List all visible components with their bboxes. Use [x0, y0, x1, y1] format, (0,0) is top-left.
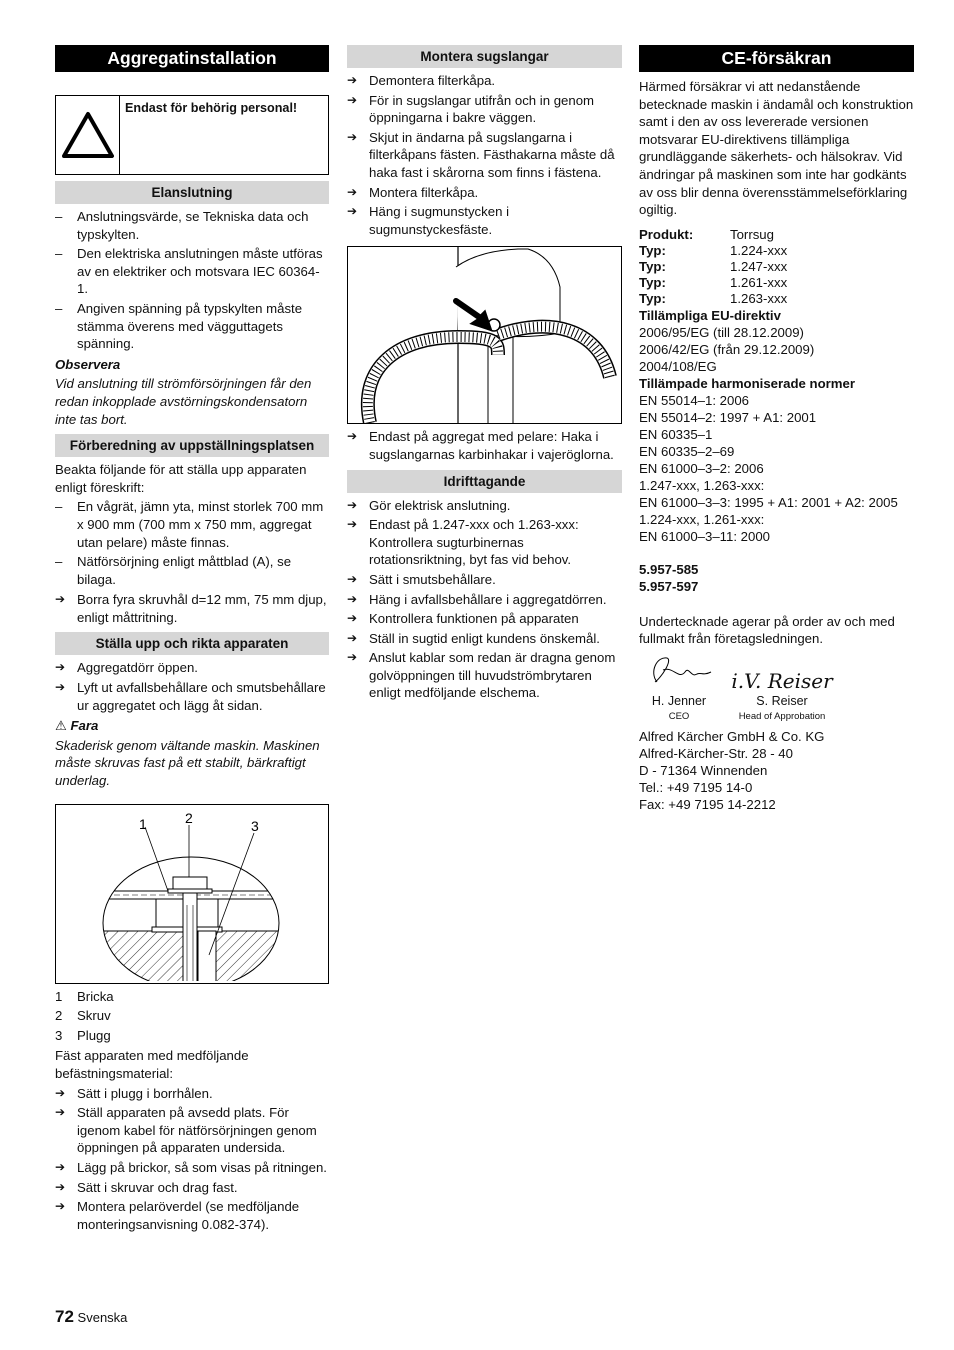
arrow-icon: ➔ [347, 571, 358, 586]
list-item: – Anslutningsvärde, se Tekniska data och typskylten. [55, 209, 309, 242]
arrow-icon: ➔ [55, 1105, 66, 1120]
arrow-icon: ➔ [347, 611, 358, 626]
arrow-icon: ➔ [347, 129, 358, 144]
row-key: Typ: [639, 242, 666, 258]
step-item: ➔ Skjut in ändarna på sugslangarna i filterkåpans fästen. Fästhakarna måste då haka fast i skårorna som finns i fästena. [347, 129, 615, 180]
arrow-icon: ➔ [55, 1159, 66, 1174]
fasten-steps [55, 1085, 329, 1234]
arrow-icon: ➔ [347, 650, 358, 665]
note-label: Observera [55, 356, 121, 372]
signature-reiser-script: i.V. Reiser [731, 669, 833, 694]
address-block [639, 728, 914, 813]
note-text: Vid anslutning till strömförsörjningen får den redan inkopplade avstörningskondensatorn inte tas bort. [55, 376, 312, 427]
column-right [639, 45, 914, 813]
row-value: 1.247-xxx [730, 258, 788, 274]
page-number: 72 [55, 1307, 74, 1326]
step-item: ➔ Kontrollera funktionen på apparaten [347, 611, 579, 627]
step-item: ➔ Borra fyra skruvhål d=12 mm, 75 mm djup, enligt måttritning. [55, 592, 327, 625]
arrow-icon: ➔ [347, 184, 358, 199]
pillar-step [347, 428, 622, 463]
row-value: 1.263-xxx [730, 290, 788, 306]
norm-title: Tillämpade harmoniserade normer [639, 375, 855, 391]
step-item: ➔ Sätt i plugg i borrhålen. [55, 1085, 213, 1101]
norm-line: EN 55014–2: 1997 + A1: 2001 [639, 409, 817, 425]
row-value: 1.261-xxx [730, 274, 788, 290]
row-key: Produkt: [639, 226, 694, 242]
step-item: ➔ Demontera filterkåpa. [347, 73, 496, 88]
norm-line: EN 60335–1 [639, 426, 713, 442]
figure-legend [55, 988, 329, 1045]
signatures [639, 662, 914, 722]
danger-triangle-icon: ⚠ [55, 718, 67, 734]
bolt-figure [55, 804, 329, 984]
row-key: Typ: [639, 258, 666, 274]
arrow-icon: ➔ [55, 660, 66, 675]
step-item: ➔ Sätt i skruvar och drag fast. [55, 1179, 238, 1195]
hose-figure [347, 246, 622, 424]
step-item: ➔ Montera filterkåpa. [347, 184, 479, 200]
norm-line: EN 61000–3–3: 1995 + A1: 2001 + A2: 2005 [639, 494, 898, 510]
commissioning-steps [347, 497, 622, 703]
subheading-preparation: Förberedning av uppställningsplatsen [55, 434, 329, 457]
arrow-icon: ➔ [347, 630, 358, 645]
norm-line: EN 60335–2–69 [639, 443, 735, 459]
elan-list [55, 208, 329, 353]
danger-label: ⚠ Fara [55, 718, 99, 734]
norm-line: 1.224-xxx, 1.261-xxx: [639, 511, 765, 527]
eu-directives [639, 307, 914, 545]
step-item: ➔ Endast på 1.247-xxx och 1.263-xxx: Kontrollera sugturbinernas rotationsriktning, byt fas vid behov. [347, 517, 579, 568]
arrow-icon: ➔ [55, 592, 66, 607]
bolt-drawing [56, 805, 328, 981]
step-item: ➔ Aggregatdörr öppen. [55, 660, 198, 676]
step-item: ➔ Häng i avfallsbehållare i aggregatdörren. [347, 591, 607, 607]
hose-steps [347, 72, 622, 238]
norm-line: EN 61000–3–2: 2006 [639, 460, 764, 476]
step-item: ➔ För in sugslangar utifrån och in genom öppningarna i bakre väggen. [347, 92, 595, 126]
arrow-icon: ➔ [347, 204, 358, 219]
legend-item: 3 Plugg [55, 1027, 111, 1043]
norm-line: EN 61000–3–11: 2000 [639, 528, 771, 544]
row-key: Typ: [639, 290, 666, 306]
eu-line: 2006/95/EG (till 28.12.2009) [639, 324, 804, 340]
eu-line: 2006/42/EG (från 29.12.2009) [639, 341, 815, 357]
section-title-ce: CE-försäkran [639, 45, 914, 72]
code-line: 5.957-597 [639, 578, 699, 594]
warning-triangle-icon [56, 96, 120, 174]
codes [639, 561, 914, 595]
list-item: – En vågrät, jämn yta, minst storlek 700 mm x 900 mm (700 mm x 750 mm, aggregat utan pelare) måste finnas. [55, 499, 324, 550]
step-item: ➔ Anslut kablar som redan är dragna genom golvöppningen till huvudströmbrytaren enligt medföljande elschema. [347, 650, 616, 701]
warning-text: Endast för behörig personal! [125, 101, 298, 115]
step-item: ➔ Montera pelaröverdel (se medföljande monteringsanvisning 0.082-374). [55, 1199, 300, 1232]
setup-steps [55, 659, 329, 714]
fasten-intro: Fäst apparaten med medföljande befästningsmaterial: [55, 1048, 249, 1081]
subheading-elanslutning: Elanslutning [55, 181, 329, 204]
column-left [55, 45, 329, 1236]
arrow-icon: ➔ [347, 517, 358, 532]
address-line: Alfred Kärcher GmbH & Co. KG [639, 728, 825, 744]
step-item: ➔ Gör elektrisk anslutning. [347, 497, 511, 513]
row-key: Typ: [639, 274, 666, 290]
code-line: 5.957-585 [639, 561, 699, 577]
signature-jenner-drawing [643, 652, 715, 688]
page-footer [55, 1308, 127, 1327]
footer-language: Svenska [77, 1310, 128, 1325]
arrow-icon: ➔ [347, 591, 358, 606]
signed-text: Undertecknade agerar på order av och med fullmakt från företagsledningen. [639, 613, 895, 647]
address-line: D - 71364 Winnenden [639, 762, 768, 778]
norm-line: EN 55014–1: 2006 [639, 392, 749, 408]
step-item: ➔ Ställ in sugtid enligt kundens önskemål. [347, 630, 600, 646]
warning-box [55, 95, 329, 175]
address-line: Alfred-Kärcher-Str. 28 - 40 [639, 745, 793, 761]
ce-intro: Härmed försäkrar vi att nedanstående betecknade maskin i ändamål och konstruktion samt i den av oss levererade versionen motsvarar EU-direktivens tillämpliga grundläggande säkerhets- och hälsokrav. Vid ändringar på maskinen som inte har godkänts av oss blir denna överensstämmelseförklaring ogiltig. [639, 79, 914, 218]
signature-reiser: i.V. Reiser S. Reiser Head of Approbation [727, 669, 837, 722]
arrow-icon: ➔ [55, 1199, 66, 1214]
step-item: ➔ Häng i sugmunstycken i sugmunstyckesfäste. [347, 204, 510, 237]
step-item: ➔ Lägg på brickor, så som visas på ritningen. [55, 1159, 327, 1175]
subheading-commissioning: Idrifttagande [347, 470, 622, 493]
eu-line: 2004/108/EG [639, 358, 717, 374]
fig-label-1: 1 [139, 815, 147, 832]
arrow-icon: ➔ [347, 92, 358, 107]
arrow-icon: ➔ [55, 1179, 66, 1194]
prep-list [55, 498, 329, 588]
list-item: – Nätförsörjning enligt måttblad (A), se bilaga. [55, 554, 292, 587]
step-item: ➔ Ställ apparaten på avsedd plats. För igenom kabel för nätförsörjningen genom öppningen på apparaten undersida. [55, 1105, 317, 1156]
arrow-icon: ➔ [55, 680, 66, 695]
step-item: ➔ Endast på aggregat med pelare: Haka i sugslangarnas karbinhakar i vajeröglorna. [347, 429, 614, 462]
hose-drawing [348, 247, 617, 423]
eu-title: Tillämpliga EU-direktiv [639, 307, 781, 323]
fig-label-2: 2 [185, 809, 193, 826]
list-item: – Den elektriska anslutningen måste utföras av en elektriker och motsvara IEC 60364-1. [55, 246, 323, 297]
address-line: Fax: +49 7195 14-2212 [639, 796, 776, 812]
column-middle [347, 45, 622, 705]
arrow-icon: ➔ [347, 497, 358, 512]
subheading-setup: Ställa upp och rikta apparaten [55, 632, 329, 655]
legend-item: 1 Bricka [55, 988, 114, 1004]
fig-label-3: 3 [251, 817, 259, 834]
prep-steps [55, 591, 329, 626]
list-item: – Angiven spänning på typskylten måste stämma överens med vägguttagets spänning. [55, 300, 303, 352]
danger-text: Skaderisk genom vältande maskin. Maskinen måste skruvas fast på ett stabilt, bärkraftigt underlag. [55, 737, 320, 789]
norm-line: 1.247-xxx, 1.263-xxx: [639, 477, 765, 493]
row-value: 1.224-xxx [730, 242, 788, 258]
signature-jenner: H. Jenner CEO [639, 652, 719, 722]
legend-item: 2 Skruv [55, 1008, 111, 1024]
step-item: ➔ Lyft ut avfallsbehållare och smutsbehållare ur aggregatet och lägg åt sidan. [55, 680, 326, 713]
prep-intro: Beakta följande för att ställa upp apparaten enligt föreskrift: [55, 462, 307, 495]
product-table [639, 227, 914, 307]
subheading-hoses: Montera sugslangar [347, 45, 622, 68]
step-item: ➔ Sätt i smutsbehållare. [347, 571, 496, 587]
arrow-icon: ➔ [347, 429, 358, 444]
section-title-installation: Aggregatinstallation [55, 45, 329, 72]
row-value: Torrsug [730, 226, 774, 242]
address-line: Tel.: +49 7195 14-0 [639, 779, 753, 795]
arrow-icon: ➔ [55, 1085, 66, 1100]
arrow-icon: ➔ [347, 73, 358, 87]
